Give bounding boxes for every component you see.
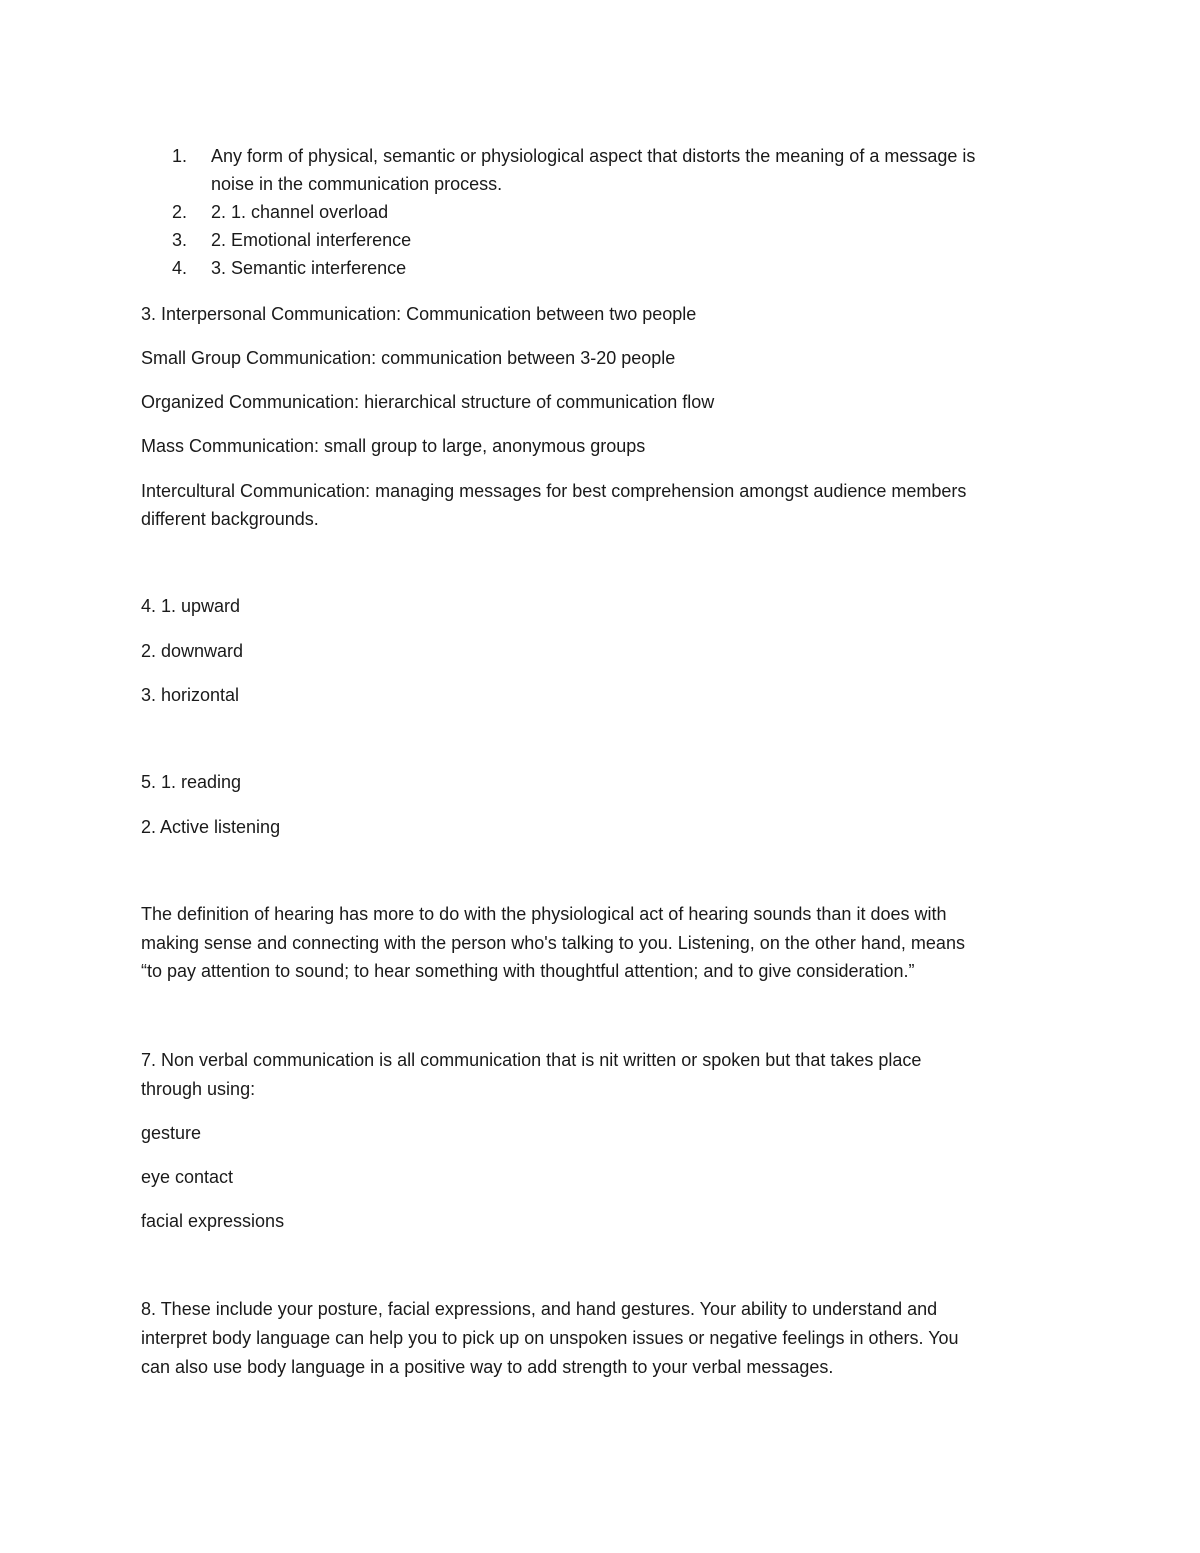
list-number: 4. (172, 258, 188, 278)
paragraph: 5. 1. reading (141, 772, 242, 792)
list-item-text: 2. 1. channel overload (211, 202, 389, 222)
paragraph: 3. horizontal (141, 685, 240, 705)
list-item-text: Any form of physical, semantic or physiological aspect that distorts the meaning of a message is (211, 146, 976, 166)
list-item-text: 2. Emotional interference (211, 230, 412, 250)
paragraph: 2. downward (141, 641, 244, 661)
paragraph: making sense and connecting with the person who's talking to you. Listening, on the other hand, means (141, 933, 965, 953)
paragraph: Mass Communication: small group to large, anonymous groups (141, 436, 646, 456)
paragraph: facial expressions (141, 1211, 285, 1231)
list-item-text: noise in the communication process. (211, 174, 503, 194)
paragraph: 2. Active listening (141, 817, 281, 837)
paragraph: 4. 1. upward (141, 596, 241, 616)
paragraph: 8. These include your posture, facial expressions, and hand gestures. Your ability to understand and (141, 1299, 938, 1319)
paragraph: 3. Interpersonal Communication: Communication between two people (141, 304, 697, 324)
paragraph: can also use body language in a positive way to add strength to your verbal messages. (141, 1357, 834, 1377)
list-number: 2. (172, 202, 188, 222)
paragraph: gesture (141, 1123, 202, 1143)
list-number: 3. (172, 230, 188, 250)
paragraph: eye contact (141, 1167, 234, 1187)
list-number: 1. (172, 146, 188, 166)
paragraph: different backgrounds. (141, 509, 319, 529)
paragraph: interpret body language can help you to pick up on unspoken issues or negative feelings in others. You (141, 1328, 959, 1348)
paragraph: through using: (141, 1079, 256, 1099)
list-item-text: 3. Semantic interference (211, 258, 407, 278)
paragraph: “to pay attention to sound; to hear something with thoughtful attention; and to give consideration.” (141, 961, 915, 981)
paragraph: Small Group Communication: communication between 3-20 people (141, 348, 676, 368)
paragraph: The definition of hearing has more to do with the physiological act of hearing sounds than it does with (141, 904, 947, 924)
paragraph: Intercultural Communication: managing messages for best comprehension amongst audience members (141, 481, 967, 501)
paragraph: Organized Communication: hierarchical structure of communication flow (141, 392, 715, 412)
paragraph: 7. Non verbal communication is all communication that is nit written or spoken but that takes place (141, 1050, 922, 1070)
